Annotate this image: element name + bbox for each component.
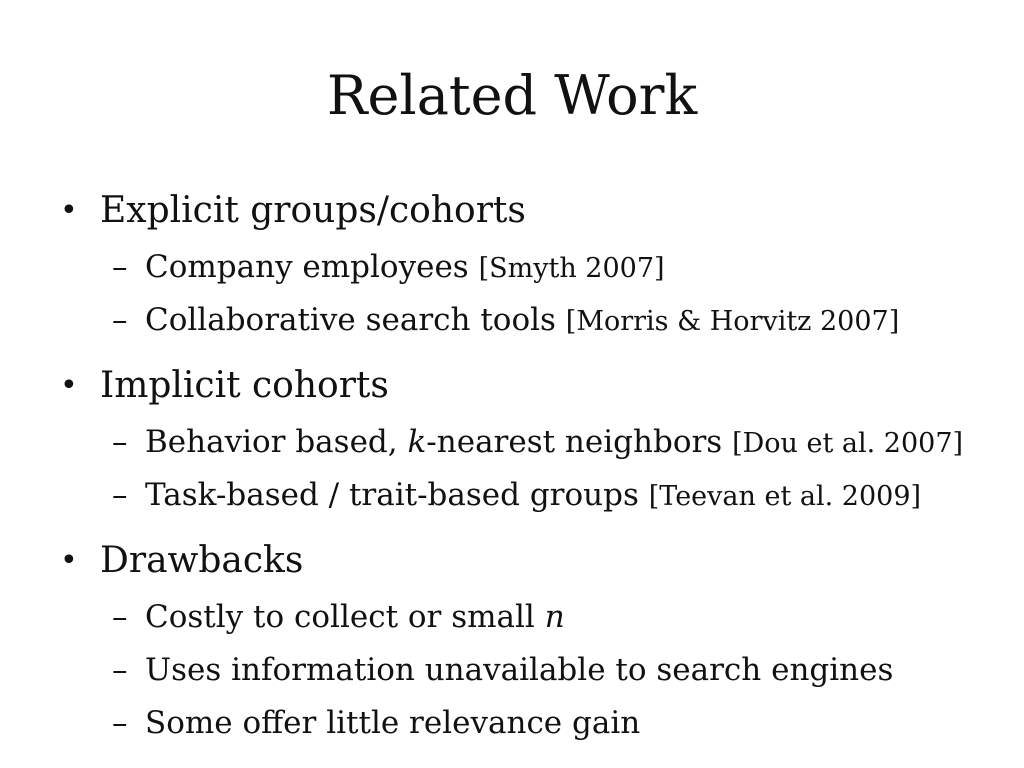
bullet-marker: • bbox=[60, 543, 78, 578]
bullet-item bbox=[60, 188, 1010, 234]
dash-marker: – bbox=[112, 599, 128, 635]
sub-bullet-italic: k bbox=[407, 424, 427, 460]
bullet-list bbox=[60, 188, 1010, 756]
dash-marker: – bbox=[112, 249, 128, 285]
sub-bullet-item bbox=[60, 475, 1010, 515]
citation: [Teevan et al. 2009] bbox=[648, 481, 922, 512]
sub-bullet-text: Task-based / trait-based groups bbox=[145, 477, 649, 513]
sub-bullet-item bbox=[60, 597, 1010, 637]
sub-bullet-text: Some offer little relevance gain bbox=[145, 705, 641, 741]
sub-bullet-item bbox=[60, 703, 1010, 743]
sub-bullet-text: Company employees bbox=[145, 249, 479, 285]
bullet-label: Drawbacks bbox=[100, 540, 304, 581]
bullet-item bbox=[60, 363, 1010, 409]
sub-bullet-item bbox=[60, 422, 1010, 462]
sub-bullet-item bbox=[60, 247, 1010, 287]
citation: [Smyth 2007] bbox=[478, 253, 665, 284]
sub-bullet-text: Behavior based, bbox=[145, 424, 408, 460]
sub-bullet-text: Costly to collect or small bbox=[145, 599, 545, 635]
sub-bullet-text: Uses information unavailable to search engines bbox=[145, 652, 894, 688]
sub-bullet-italic: n bbox=[544, 599, 565, 635]
dash-marker: – bbox=[112, 652, 128, 688]
dash-marker: – bbox=[112, 477, 128, 513]
dash-marker: – bbox=[112, 705, 128, 741]
sub-bullet-text-cont: -nearest neighbors bbox=[426, 424, 733, 460]
slide-title: Related Work bbox=[326, 64, 698, 127]
citation: [Morris & Horvitz 2007] bbox=[565, 306, 900, 337]
bullet-marker: • bbox=[60, 193, 78, 228]
dash-marker: – bbox=[112, 302, 128, 338]
bullet-item bbox=[60, 538, 1010, 584]
dash-marker: – bbox=[112, 424, 128, 460]
sub-bullet-item bbox=[60, 300, 1010, 340]
sub-bullet-text: Collaborative search tools bbox=[145, 302, 566, 338]
sub-bullet-item bbox=[60, 650, 1010, 690]
bullet-label: Implicit cohorts bbox=[100, 365, 389, 406]
bullet-label: Explicit groups/cohorts bbox=[100, 190, 526, 231]
bullet-marker: • bbox=[60, 368, 78, 403]
citation: [Dou et al. 2007] bbox=[732, 428, 964, 459]
